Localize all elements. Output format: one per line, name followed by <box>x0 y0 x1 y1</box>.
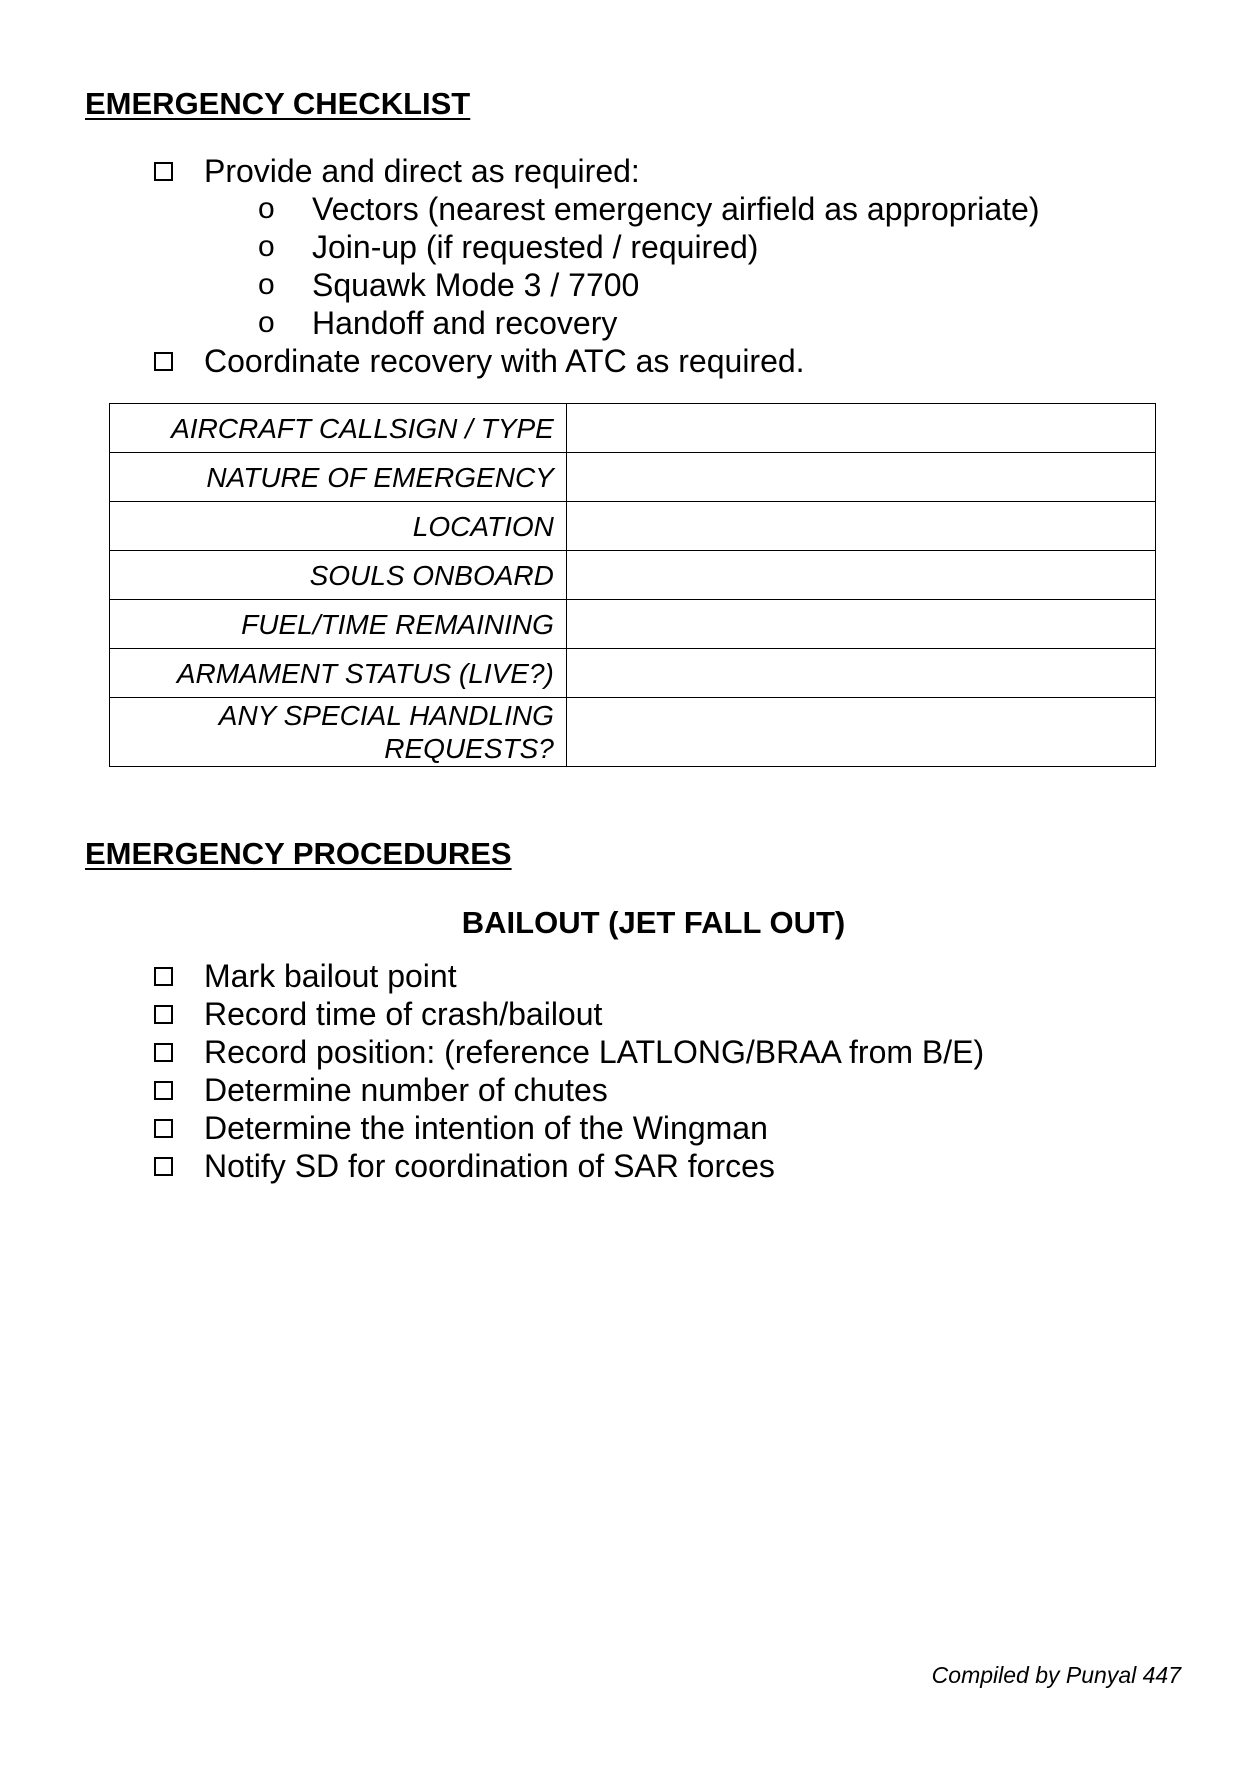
form-row <box>110 600 1156 649</box>
form-label: ARMAMENT STATUS (LIVE?) <box>110 649 567 698</box>
procedure-item-label: Determine the intention of the Wingman <box>204 1110 768 1146</box>
form-value-field[interactable] <box>566 404 1155 453</box>
bullet-icon: o <box>258 268 275 301</box>
procedures-heading: EMERGENCY PROCEDURES <box>85 836 512 871</box>
form-label-line: REQUESTS? <box>384 733 554 764</box>
form-value-field[interactable] <box>566 502 1155 551</box>
bullet-icon: o <box>258 306 275 339</box>
checklist-subitem <box>0 304 1259 342</box>
checklist-subitem-label: Handoff and recovery <box>312 305 618 341</box>
form-label-line: ANY SPECIAL HANDLING <box>218 700 554 731</box>
form-value-field[interactable] <box>566 600 1155 649</box>
form-row <box>110 649 1156 698</box>
procedure-item <box>0 1109 1259 1147</box>
emergency-info-form <box>109 403 1156 767</box>
procedure-item <box>0 957 1259 995</box>
checklist-subitem <box>0 266 1259 304</box>
form-label: LOCATION <box>110 502 567 551</box>
checkbox-icon[interactable] <box>154 1005 173 1024</box>
procedure-item <box>0 995 1259 1033</box>
procedure-item <box>0 1071 1259 1109</box>
procedure-item <box>0 1033 1259 1071</box>
checklist-item-label: Provide and direct as required: <box>204 153 640 189</box>
form-row <box>110 698 1156 767</box>
form-label <box>110 698 567 767</box>
footer-credit: Compiled by Punyal 447 <box>931 1662 1181 1688</box>
checklist-item <box>0 342 1259 380</box>
form-label: NATURE OF EMERGENCY <box>110 453 567 502</box>
procedure-item <box>0 1147 1259 1185</box>
procedure-item-label: Record time of crash/bailout <box>204 996 603 1032</box>
checklist-item <box>0 152 1259 190</box>
checklist-subitem <box>0 228 1259 266</box>
checklist-subitem-label: Vectors (nearest emergency airfield as appropriate) <box>312 191 1040 227</box>
bullet-icon: o <box>258 192 275 225</box>
form-value-field[interactable] <box>566 649 1155 698</box>
checklist-subitem-label: Squawk Mode 3 / 7700 <box>312 267 640 303</box>
checklist-subitem <box>0 190 1259 228</box>
checkbox-icon[interactable] <box>154 1081 173 1100</box>
form-row <box>110 404 1156 453</box>
form-value-field[interactable] <box>566 698 1155 767</box>
checkbox-icon[interactable] <box>154 1119 173 1138</box>
form-label: SOULS ONBOARD <box>110 551 567 600</box>
procedure-item-label: Notify SD for coordination of SAR forces <box>204 1148 775 1184</box>
form-row <box>110 502 1156 551</box>
procedure-item-label: Record position: (reference LATLONG/BRAA from B/E) <box>204 1034 985 1070</box>
form-label: FUEL/TIME REMAINING <box>110 600 567 649</box>
form-label: AIRCRAFT CALLSIGN / TYPE <box>110 404 567 453</box>
checklist-heading: EMERGENCY CHECKLIST <box>85 86 471 121</box>
form-row <box>110 453 1156 502</box>
checkbox-icon[interactable] <box>154 162 173 181</box>
bullet-icon: o <box>258 230 275 263</box>
checklist-subitem-label: Join-up (if requested / required) <box>312 229 759 265</box>
form-value-field[interactable] <box>566 551 1155 600</box>
checkbox-icon[interactable] <box>154 1043 173 1062</box>
checkbox-icon[interactable] <box>154 1157 173 1176</box>
procedure-item-label: Determine number of chutes <box>204 1072 608 1108</box>
procedure-title: BAILOUT (JET FALL OUT) <box>461 905 846 940</box>
checkbox-icon[interactable] <box>154 967 173 986</box>
form-value-field[interactable] <box>566 453 1155 502</box>
procedure-item-label: Mark bailout point <box>204 958 457 994</box>
form-row <box>110 551 1156 600</box>
checkbox-icon[interactable] <box>154 352 173 371</box>
checklist-item-label: Coordinate recovery with ATC as required. <box>204 343 805 379</box>
